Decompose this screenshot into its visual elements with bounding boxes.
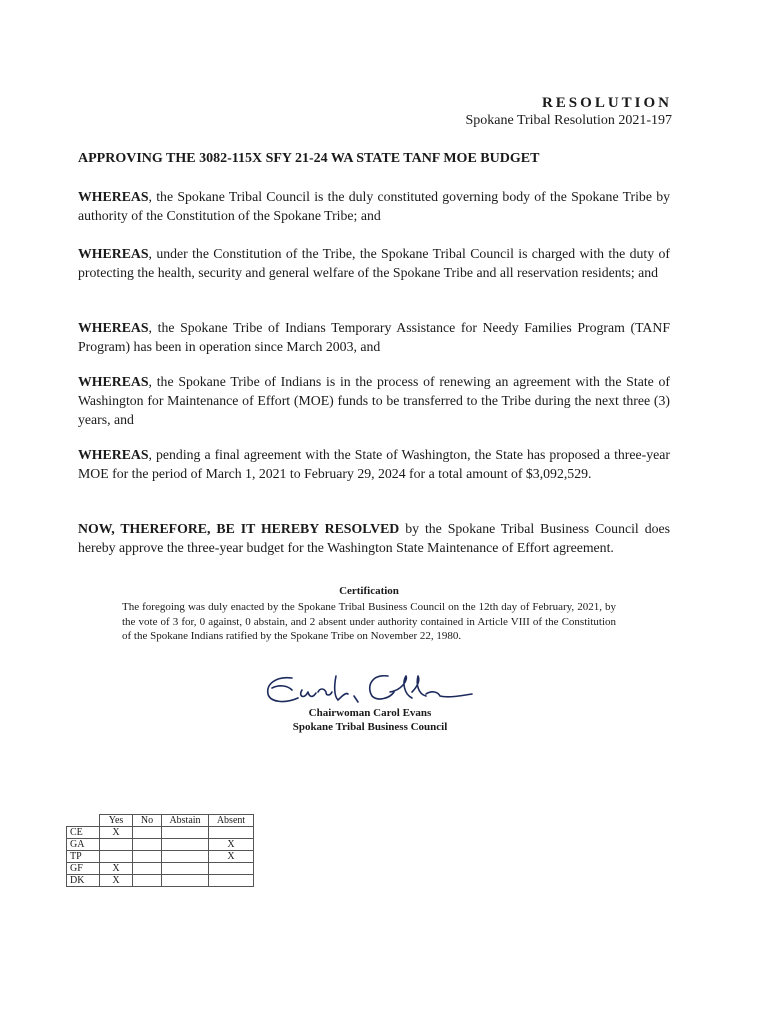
paragraph-lead: WHEREAS bbox=[78, 320, 149, 335]
signatory-name: Chairwoman Carol Evans bbox=[308, 707, 432, 719]
certification-text: The foregoing was duly enacted by the Spokane Tribal Business Council on the 12th day of February, 2021, by the vote of 3 for, 0 against, 0 abstain, and 2 absent under authority contained in Article VIII of the Constitution of the Spokane Indians ratified by the Spokane Tribe on November 22, 1980. bbox=[122, 601, 616, 642]
table-header-row bbox=[67, 815, 254, 827]
table-cell bbox=[133, 851, 162, 863]
table-row bbox=[67, 839, 254, 851]
paragraph-text: by the Spokane Tribal Business Council does hereby approve the three-year budget for the Washington State Maintenance of Effort agreement. bbox=[78, 521, 670, 555]
table-cell bbox=[162, 863, 209, 875]
table-cell: X bbox=[100, 863, 133, 875]
paragraph-lead: NOW, THEREFORE, BE IT HEREBY RESOLVED bbox=[78, 521, 400, 536]
certification-heading: Certification bbox=[339, 585, 399, 597]
table-cell bbox=[162, 851, 209, 863]
paragraph-lead: WHEREAS bbox=[78, 447, 149, 462]
column-header: Absent bbox=[209, 815, 254, 827]
paragraph-text: , the Spokane Tribal Council is the duly constituted governing body of the Spokane Tribe by authority of the Constitution of the Spokane Tribe; and bbox=[78, 189, 670, 223]
paragraph-lead: WHEREAS bbox=[78, 374, 149, 389]
table-row bbox=[67, 851, 254, 863]
document-title: APPROVING THE 3082-115X SFY 21-24 WA STATE TANF MOE BUDGET bbox=[78, 151, 540, 166]
table-row bbox=[67, 875, 254, 887]
column-header: Abstain bbox=[162, 815, 209, 827]
table-cell bbox=[209, 827, 254, 839]
table-cell bbox=[162, 839, 209, 851]
column-header: No bbox=[133, 815, 162, 827]
paragraph-text: , pending a final agreement with the State of Washington, the State has proposed a three-year MOE for the period of March 1, 2021 to February 29, 2024 for a total amount of $3,092,529. bbox=[78, 447, 670, 481]
table-cell: X bbox=[100, 875, 133, 887]
table-cell: TP bbox=[67, 851, 100, 863]
signatory-organization: Spokane Tribal Business Council bbox=[292, 721, 448, 733]
table-cell: DK bbox=[67, 875, 100, 887]
whereas-paragraph-4 bbox=[78, 372, 670, 429]
table-cell bbox=[162, 827, 209, 839]
table-row bbox=[67, 827, 254, 839]
resolution-number: Spokane Tribal Resolution 2021-197 bbox=[465, 113, 672, 128]
table-cell: X bbox=[209, 851, 254, 863]
column-header: Yes bbox=[100, 815, 133, 827]
whereas-paragraph-3 bbox=[78, 318, 670, 356]
signature-block bbox=[260, 706, 480, 734]
table-cell: GA bbox=[67, 839, 100, 851]
table-cell bbox=[133, 827, 162, 839]
table-cell: CE bbox=[67, 827, 100, 839]
table-cell bbox=[133, 839, 162, 851]
whereas-paragraph-5 bbox=[78, 445, 670, 483]
table-cell bbox=[162, 875, 209, 887]
table-cell: GF bbox=[67, 863, 100, 875]
paragraph-lead: WHEREAS bbox=[78, 189, 149, 204]
resolved-paragraph bbox=[78, 519, 670, 557]
whereas-paragraph-1 bbox=[78, 187, 670, 225]
table-cell: X bbox=[209, 839, 254, 851]
paragraph-text: , the Spokane Tribe of Indians is in the process of renewing an agreement with the State of Washington for Maintenance of Effort (MOE) funds to be transferred to the Tribe during the next three (3) years, and bbox=[78, 374, 670, 427]
column-header bbox=[67, 815, 100, 827]
whereas-paragraph-2 bbox=[78, 244, 670, 282]
table-cell bbox=[209, 875, 254, 887]
table-cell bbox=[133, 863, 162, 875]
table-cell bbox=[133, 875, 162, 887]
table-cell bbox=[100, 851, 133, 863]
table-row bbox=[67, 863, 254, 875]
vote-tally-table bbox=[66, 814, 254, 887]
resolution-title: RESOLUTION bbox=[541, 95, 672, 111]
certification-block bbox=[122, 584, 616, 644]
table-cell bbox=[209, 863, 254, 875]
paragraph-lead: WHEREAS bbox=[78, 246, 149, 261]
paragraph-text: , under the Constitution of the Tribe, the Spokane Tribal Council is charged with the duty of protecting the health, security and general welfare of the Spokane Tribe and all reservation residents; and bbox=[78, 246, 670, 280]
paragraph-text: , the Spokane Tribe of Indians Temporary Assistance for Needy Families Program (TANF Program) has been in operation since March 2003, and bbox=[78, 320, 670, 354]
resolution-header bbox=[465, 94, 672, 130]
table-cell: X bbox=[100, 827, 133, 839]
chairwoman-signature bbox=[262, 666, 482, 710]
table-cell bbox=[100, 839, 133, 851]
